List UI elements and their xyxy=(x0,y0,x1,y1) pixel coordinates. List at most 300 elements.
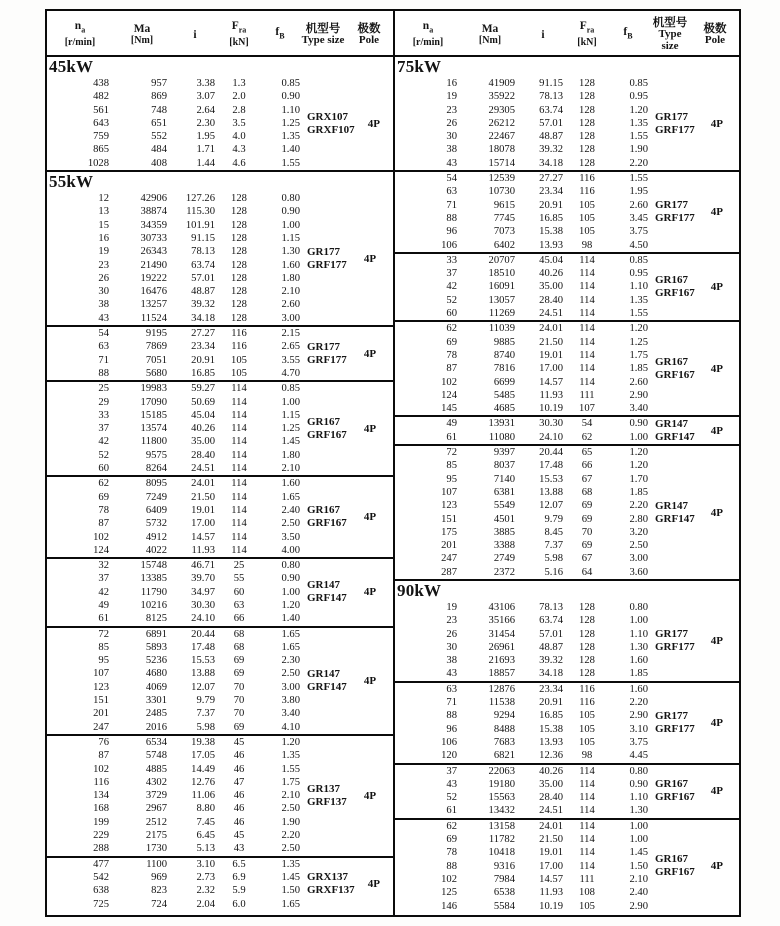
table-row xyxy=(395,736,649,749)
cell-fb: 2.60 xyxy=(629,199,648,211)
header-unit: [Nm] xyxy=(130,34,154,46)
cell-ma: 15714 xyxy=(488,157,515,169)
column-header-row xyxy=(47,11,393,57)
header-symbol: $n_a$ xyxy=(74,20,86,35)
table-row xyxy=(395,239,649,252)
header-symbol: $F_{ra}$ xyxy=(231,20,247,35)
cell-fra: 128 xyxy=(231,259,247,271)
cell-i: 5.13 xyxy=(196,843,215,855)
cell-fb: 1.60 xyxy=(281,478,300,490)
cell-na: 106 xyxy=(441,239,457,251)
cell-i: 6.45 xyxy=(196,830,215,842)
cell-na: 134 xyxy=(93,790,109,802)
cell-i: 20.91 xyxy=(191,354,215,366)
table-row xyxy=(395,322,649,335)
cell-ma: 10418 xyxy=(488,847,515,859)
cell-na: 25 xyxy=(98,383,109,395)
cell-fb: 3.40 xyxy=(281,708,300,720)
cell-ma: 31454 xyxy=(488,628,515,640)
cell-ma: 8264 xyxy=(145,463,167,475)
cell-fra: 116 xyxy=(579,186,595,198)
type-size-label: GR177 xyxy=(307,245,340,258)
cell-i: 12.07 xyxy=(191,681,215,693)
cell-fb: 0.80 xyxy=(281,560,300,572)
cell-fra: 128 xyxy=(579,91,595,103)
cell-na: 37 xyxy=(446,765,457,777)
cell-fra: 114 xyxy=(579,323,595,335)
cell-na: 62 xyxy=(446,323,457,335)
gear-block xyxy=(395,415,739,444)
cell-ma: 11080 xyxy=(488,431,515,443)
type-size-label: GRF167 xyxy=(655,368,695,381)
cell-na: 60 xyxy=(446,308,457,320)
cell-i: 35.00 xyxy=(191,436,215,448)
cell-fb: 0.95 xyxy=(629,91,648,103)
cell-na: 102 xyxy=(93,763,109,775)
type-size-labels xyxy=(649,254,695,320)
header-symbol: i xyxy=(541,28,545,41)
header-cn-label: 极数 xyxy=(357,21,381,35)
cell-i: 17.48 xyxy=(191,641,215,653)
cell-i: 13.93 xyxy=(539,736,563,748)
cell-na: 125 xyxy=(441,887,457,899)
cell-fb: 1.20 xyxy=(629,104,648,116)
cell-i: 19.01 xyxy=(191,504,215,516)
table-row xyxy=(395,336,649,349)
cell-fb: 1.00 xyxy=(281,586,300,598)
cell-ma: 18078 xyxy=(488,144,515,156)
cell-fb: 0.85 xyxy=(281,383,300,395)
cell-fra: 108 xyxy=(579,887,595,899)
cell-fra: 128 xyxy=(579,104,595,116)
cell-i: 7.45 xyxy=(196,816,215,828)
cell-fb: 2.50 xyxy=(629,540,648,552)
cell-ma: 6381 xyxy=(493,486,515,498)
table-row xyxy=(47,842,301,855)
cell-ma: 16476 xyxy=(140,286,167,298)
table-row xyxy=(47,104,301,117)
header-symbol: Ma xyxy=(133,22,151,35)
type-size-labels xyxy=(301,192,347,325)
cell-na: 61 xyxy=(446,805,457,817)
cell-na: 102 xyxy=(441,376,457,388)
cell-i: 28.40 xyxy=(191,449,215,461)
table-row xyxy=(395,104,649,117)
cell-fb: 2.20 xyxy=(281,830,300,842)
cell-i: 10.19 xyxy=(539,403,563,415)
table-row xyxy=(395,225,649,238)
type-size-label: GRX107 xyxy=(307,110,348,123)
block-rows xyxy=(47,559,301,625)
cell-ma: 11800 xyxy=(140,436,167,448)
cell-na: 88 xyxy=(98,367,109,379)
cell-ma: 6538 xyxy=(493,887,515,899)
cell-fra: 105 xyxy=(579,723,595,735)
cell-fra: 114 xyxy=(231,504,247,516)
section-title: 90kW xyxy=(397,580,442,600)
pole-label: 4P xyxy=(710,785,723,798)
cell-i: 1.44 xyxy=(196,157,215,169)
cell-ma: 8740 xyxy=(493,349,515,361)
cell-na: 229 xyxy=(93,830,109,842)
cell-fb: 1.40 xyxy=(281,613,300,625)
cell-fra: 114 xyxy=(231,463,247,475)
gear-block xyxy=(47,734,393,856)
cell-fra: 45 xyxy=(233,736,245,748)
cell-i: 11.06 xyxy=(191,790,215,802)
cell-i: 91.15 xyxy=(191,232,215,244)
table-row xyxy=(395,349,649,362)
type-size-label: GR167 xyxy=(307,504,340,517)
cell-fra: 70 xyxy=(233,695,245,707)
cell-fb: 1.10 xyxy=(281,104,300,116)
cell-fra: 4.3 xyxy=(232,144,246,156)
gear-block xyxy=(47,475,393,557)
cell-fb: 1.45 xyxy=(629,847,648,859)
cell-na: 43 xyxy=(446,778,457,790)
pole-label: 4P xyxy=(363,511,377,524)
cell-ma: 5680 xyxy=(145,367,167,379)
cell-ma: 869 xyxy=(151,91,167,103)
type-size-label: GR177 xyxy=(655,198,688,211)
cell-fb: 1.00 xyxy=(629,820,648,832)
block-rows xyxy=(47,628,301,734)
table-row xyxy=(47,763,301,776)
cell-fra: 70 xyxy=(581,526,593,538)
cell-fra: 114 xyxy=(579,860,595,872)
cell-i: 57.01 xyxy=(539,628,563,640)
cell-ma: 9294 xyxy=(493,710,515,722)
cell-na: 124 xyxy=(441,389,457,401)
cell-fb: 1.85 xyxy=(629,363,648,375)
cell-fb: 1.15 xyxy=(281,409,300,421)
cell-fb: 3.60 xyxy=(629,566,648,578)
cell-fra: 70 xyxy=(233,708,245,720)
cell-ma: 11790 xyxy=(140,586,167,598)
cell-ma: 22063 xyxy=(488,765,515,777)
cell-ma: 6699 xyxy=(493,376,515,388)
cell-i: 24.01 xyxy=(539,323,563,335)
cell-na: 643 xyxy=(93,117,109,129)
power-section-90kW xyxy=(395,579,739,913)
block-rows xyxy=(395,446,649,579)
table-row xyxy=(395,804,649,817)
cell-na: 95 xyxy=(446,473,457,485)
table-row xyxy=(395,614,649,627)
cell-ma: 10216 xyxy=(140,599,167,611)
cell-ma: 4302 xyxy=(145,776,167,788)
cell-i: 20.44 xyxy=(191,628,215,640)
cell-na: 61 xyxy=(446,431,457,443)
cell-na: 71 xyxy=(446,199,457,211)
cell-ma: 6891 xyxy=(145,628,167,640)
type-size-labels xyxy=(649,322,695,415)
pole-label: 4P xyxy=(710,506,723,519)
cell-fb: 3.50 xyxy=(281,531,300,543)
type-size-label: GRF177 xyxy=(655,640,695,653)
table-row xyxy=(395,417,649,430)
cell-na: 151 xyxy=(93,695,109,707)
cell-na: 438 xyxy=(93,78,109,89)
table-row xyxy=(47,143,301,156)
cell-fb: 2.30 xyxy=(281,655,300,667)
table-row xyxy=(47,612,301,625)
cell-fra: 105 xyxy=(579,212,595,224)
cell-fb: 1.45 xyxy=(281,436,300,448)
table-row xyxy=(47,245,301,258)
cell-fra: 114 xyxy=(579,778,595,790)
header-unit: [kN] xyxy=(229,36,249,48)
cell-fb: 1.10 xyxy=(629,628,648,640)
cell-fra: 68 xyxy=(581,486,593,498)
header-symbol: $n_a$ xyxy=(422,20,434,35)
cell-fb: 2.20 xyxy=(629,697,648,709)
table-row xyxy=(395,778,649,791)
cell-i: 21.50 xyxy=(191,491,215,503)
cell-i: 7.37 xyxy=(196,708,215,720)
table-row xyxy=(47,477,301,490)
table-row xyxy=(47,829,301,842)
table-row xyxy=(395,513,649,526)
cell-i: 28.40 xyxy=(539,792,563,804)
type-size-label: GRF177 xyxy=(307,258,347,271)
cell-fb: 1.25 xyxy=(281,423,300,435)
cell-ma: 9615 xyxy=(493,199,515,211)
cell-na: 76 xyxy=(98,736,109,748)
cell-ma: 19983 xyxy=(140,383,167,395)
type-size-labels xyxy=(301,327,347,380)
cell-i: 63.74 xyxy=(539,104,563,116)
type-size-labels xyxy=(301,628,347,734)
cell-fb: 2.40 xyxy=(281,504,300,516)
table-row xyxy=(47,219,301,232)
cell-na: 30 xyxy=(446,641,457,653)
cell-fra: 114 xyxy=(579,847,595,859)
block-rows xyxy=(395,820,649,913)
cell-na: 37 xyxy=(98,423,109,435)
cell-fra: 111 xyxy=(579,873,595,885)
table-row xyxy=(47,422,301,435)
pole-label: 4P xyxy=(363,586,377,599)
cell-i: 24.51 xyxy=(539,308,563,320)
cell-i: 23.34 xyxy=(191,341,215,353)
col-header-1 xyxy=(113,22,171,47)
type-size-label: GRF177 xyxy=(655,123,695,136)
cell-fb: 0.90 xyxy=(281,91,300,103)
table-row xyxy=(395,473,649,486)
type-size-label: GRF167 xyxy=(655,287,695,300)
pole-label: 4P xyxy=(710,281,723,294)
cell-i: 15.38 xyxy=(539,723,563,735)
type-size-label: GR147 xyxy=(655,417,688,430)
cell-na: 49 xyxy=(98,599,109,611)
table-row xyxy=(395,886,649,899)
cell-fra: 66 xyxy=(233,613,245,625)
block-rows xyxy=(395,601,649,681)
cell-na: 42 xyxy=(446,281,457,293)
cell-i: 28.40 xyxy=(539,294,563,306)
table-row xyxy=(395,130,649,143)
cell-ma: 2016 xyxy=(145,721,167,733)
cell-na: 43 xyxy=(446,668,457,680)
cell-i: 27.27 xyxy=(191,328,215,340)
cell-fb: 4.70 xyxy=(281,367,300,379)
cell-na: 120 xyxy=(441,750,457,762)
cell-i: 24.51 xyxy=(191,463,215,475)
header-en-label: Type size xyxy=(301,34,345,46)
cell-fb: 1.20 xyxy=(281,599,300,611)
cell-i: 5.16 xyxy=(544,566,563,578)
cell-fb: 1.55 xyxy=(629,173,648,185)
pole-label: 4P xyxy=(710,362,723,375)
cell-i: 20.91 xyxy=(539,199,563,211)
cell-ma: 42906 xyxy=(140,193,167,205)
col-header-5 xyxy=(649,16,691,52)
cell-na: 199 xyxy=(93,816,109,828)
cell-na: 29 xyxy=(98,396,109,408)
type-size-labels xyxy=(301,77,355,170)
cell-fra: 114 xyxy=(579,834,595,846)
type-size-label: GR167 xyxy=(307,415,340,428)
cell-na: 88 xyxy=(446,860,457,872)
table-row xyxy=(395,402,649,415)
cell-fb: 3.00 xyxy=(629,553,648,565)
cell-na: 26 xyxy=(98,272,109,284)
cell-ma: 2512 xyxy=(145,816,167,828)
cell-i: 34.18 xyxy=(539,668,563,680)
table-row xyxy=(395,696,649,709)
table-row xyxy=(395,185,649,198)
cell-na: 61 xyxy=(98,613,109,625)
cell-i: 34.18 xyxy=(539,157,563,169)
gear-block xyxy=(395,601,739,681)
table-row xyxy=(47,559,301,572)
cell-fra: 114 xyxy=(579,308,595,320)
cell-ma: 8095 xyxy=(145,478,167,490)
cell-fra: 105 xyxy=(579,199,595,211)
type-size-label: GR167 xyxy=(655,355,688,368)
col-header-6 xyxy=(345,22,393,46)
cell-fra: 65 xyxy=(581,447,593,459)
cell-fra: 128 xyxy=(579,78,595,89)
cell-i: 78.13 xyxy=(539,601,563,613)
cell-na: 725 xyxy=(93,898,109,910)
table-row xyxy=(395,486,649,499)
gear-block xyxy=(47,856,393,911)
type-size-label: GR177 xyxy=(655,627,688,640)
cell-fra: 69 xyxy=(233,655,245,667)
cell-fb: 1.40 xyxy=(281,144,300,156)
cell-fra: 55 xyxy=(233,573,245,585)
gear-block xyxy=(47,557,393,625)
cell-na: 72 xyxy=(98,628,109,640)
type-size-labels xyxy=(649,765,695,818)
cell-fra: 128 xyxy=(231,286,247,298)
cell-fb: 1.10 xyxy=(629,281,648,293)
cell-i: 24.01 xyxy=(191,478,215,490)
cell-fb: 1.45 xyxy=(281,871,300,883)
cell-na: 16 xyxy=(98,232,109,244)
cell-i: 40.26 xyxy=(539,268,563,280)
cell-i: 34.18 xyxy=(191,312,215,324)
col-header-2 xyxy=(171,28,219,41)
pole-label: 4P xyxy=(710,634,723,647)
header-en-label: Pole xyxy=(704,34,726,46)
table-row xyxy=(47,285,301,298)
cell-fra: 114 xyxy=(579,294,595,306)
cell-na: 63 xyxy=(446,683,457,695)
cell-fra: 114 xyxy=(231,449,247,461)
cell-ma: 552 xyxy=(151,131,167,143)
type-size-label: GR177 xyxy=(655,110,688,123)
cell-fb: 0.90 xyxy=(629,778,648,790)
table-row xyxy=(395,539,649,552)
cell-i: 2.32 xyxy=(196,885,215,897)
cell-i: 2.73 xyxy=(196,871,215,883)
cell-na: 96 xyxy=(446,723,457,735)
cell-ma: 6409 xyxy=(145,504,167,516)
cell-ma: 2175 xyxy=(145,830,167,842)
gear-block xyxy=(47,626,393,734)
type-size-label: GRF177 xyxy=(307,353,347,366)
cell-fra: 1.3 xyxy=(232,78,246,89)
header-unit: [Nm] xyxy=(478,34,502,46)
cell-na: 49 xyxy=(446,418,457,430)
cell-fra: 105 xyxy=(231,367,247,379)
pole-label: 4P xyxy=(710,716,723,729)
table-row xyxy=(395,446,649,459)
cell-na: 201 xyxy=(93,708,109,720)
col-header-3 xyxy=(219,19,259,48)
cell-i: 16.85 xyxy=(191,367,215,379)
cell-fra: 46 xyxy=(233,790,245,802)
block-rows xyxy=(47,477,301,557)
cell-fb: 1.60 xyxy=(281,259,300,271)
cell-fra: 68 xyxy=(233,628,245,640)
cell-fra: 4.0 xyxy=(232,131,246,143)
cell-fb: 3.20 xyxy=(629,526,648,538)
cell-na: 19 xyxy=(446,91,457,103)
table-row xyxy=(47,654,301,667)
cell-ma: 11782 xyxy=(488,834,515,846)
table-row xyxy=(395,280,649,293)
cell-na: 23 xyxy=(98,259,109,271)
cell-i: 20.91 xyxy=(539,697,563,709)
table-row xyxy=(47,367,301,380)
cell-i: 14.57 xyxy=(539,376,563,388)
cell-na: 201 xyxy=(441,540,457,552)
cell-na: 1028 xyxy=(87,157,109,169)
table-row xyxy=(47,544,301,557)
gear-block xyxy=(395,681,739,763)
cell-i: 46.71 xyxy=(191,560,215,572)
cell-fb: 1.85 xyxy=(629,668,648,680)
cell-ma: 4501 xyxy=(493,513,515,525)
header-symbol: $F_{ra}$ xyxy=(579,20,595,35)
type-size-label: GRF147 xyxy=(307,680,347,693)
cell-na: 42 xyxy=(98,436,109,448)
cell-na: 865 xyxy=(93,144,109,156)
cell-na: 33 xyxy=(98,409,109,421)
cell-ma: 21490 xyxy=(140,259,167,271)
cell-fb: 0.85 xyxy=(629,254,648,266)
header-symbol: Ma xyxy=(481,22,499,35)
block-rows xyxy=(395,172,649,252)
table-row xyxy=(395,749,649,762)
table-row xyxy=(47,90,301,103)
cell-i: 27.27 xyxy=(539,173,563,185)
cell-fra: 6.0 xyxy=(232,898,246,910)
